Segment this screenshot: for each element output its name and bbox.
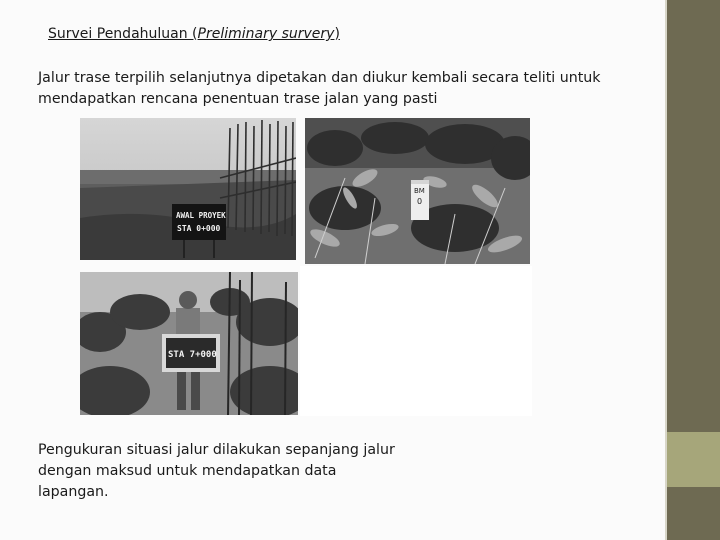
title-suffix: ) [334, 26, 340, 42]
sidebar-panel-top [665, 0, 720, 432]
sign-project-start: AWAL PROYEK [176, 211, 226, 220]
marker-bm-number: 0 [417, 197, 423, 206]
footer-paragraph: Pengukuran situasi jalur dilakukan sepanjang jalur dengan maksud untuk mendapatkan data lapangan. [38, 442, 395, 500]
blank-area [300, 266, 532, 416]
intro-paragraph: Jalur trase terpilih selanjutnya dipetakan dan diukur kembali secara teliti untuk mendapatkan rencana penentuan trase jalan yang pasti [38, 70, 601, 107]
photo-surveyor-sign [80, 272, 298, 415]
sign-sta-seven: STA 7+000 [168, 350, 217, 360]
marker-bm-label: BM [414, 187, 425, 195]
title-prefix: Survei Pendahuluan ( [48, 26, 198, 42]
sidebar-divider [665, 0, 667, 540]
sign-sta-zero: STA 0+000 [177, 224, 221, 233]
title-italic: Preliminary survery [197, 26, 335, 42]
slide-title [48, 26, 340, 42]
photo-benchmark [305, 118, 530, 264]
sidebar-panel-bottom [665, 487, 720, 540]
photo-project-start [80, 118, 296, 260]
sidebar-accent-block [665, 432, 720, 487]
